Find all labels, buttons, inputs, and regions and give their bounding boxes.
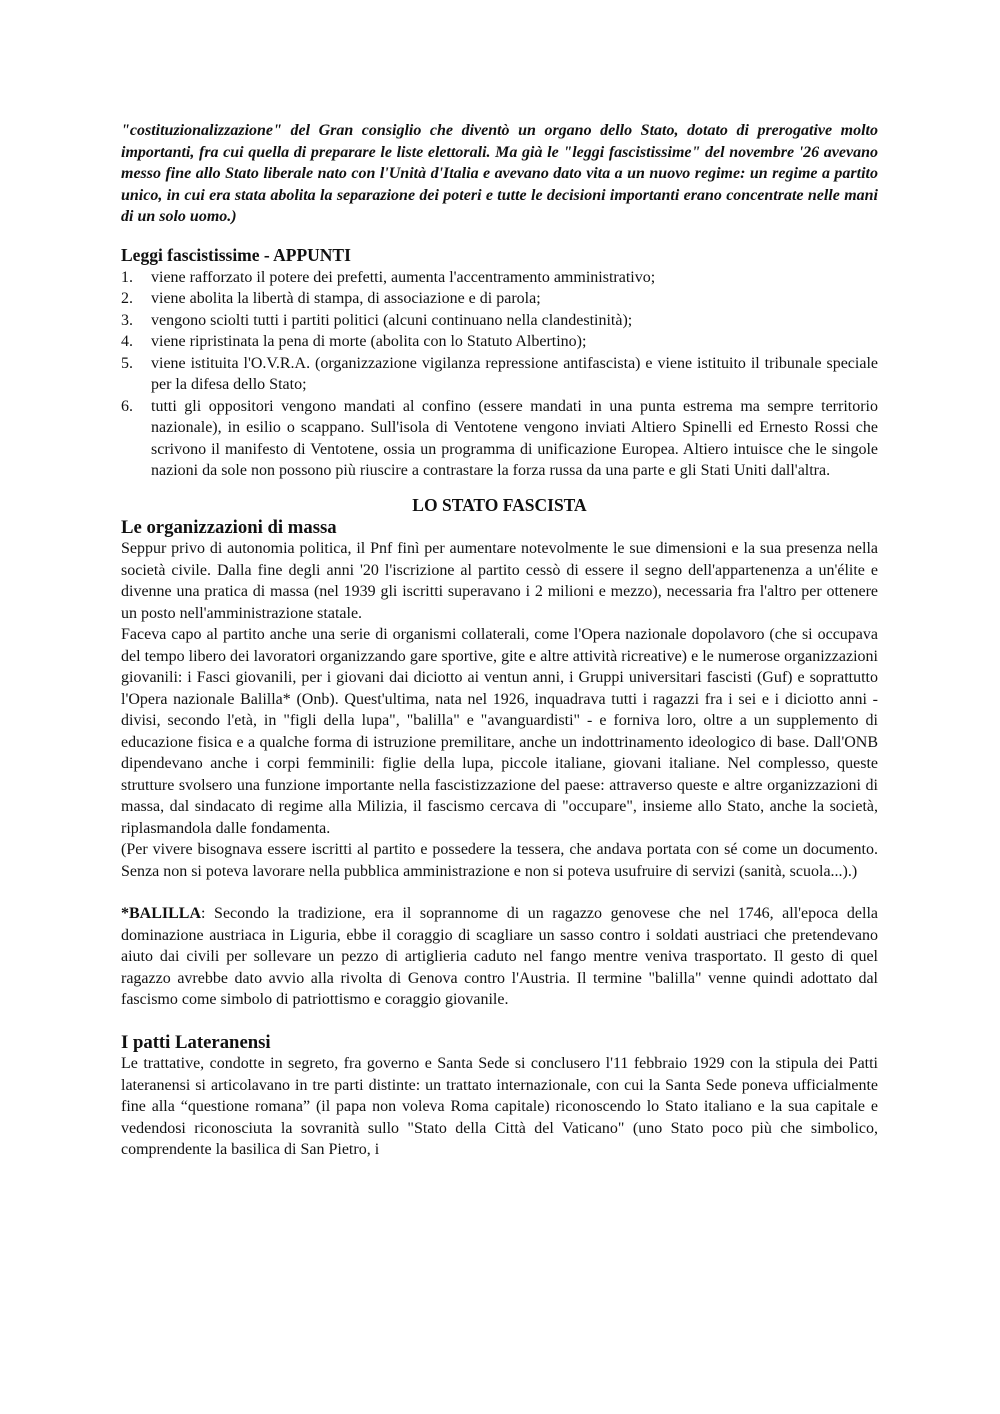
leggi-fascistissime-heading: Leggi fascistissime - APPUNTI xyxy=(121,244,351,265)
stato-fascista-title: LO STATO FASCISTA xyxy=(412,494,587,515)
list-item-number: 1. xyxy=(121,268,133,286)
list-item xyxy=(121,396,878,482)
list-item-number: 2. xyxy=(121,290,133,307)
patti-heading: I patti Lateranensi xyxy=(121,1031,271,1053)
leggi-list xyxy=(121,267,878,482)
list-item xyxy=(121,267,878,289)
list-item-text: vengono sciolti tutti i partiti politici (alcuni continuano nella clandestinità); xyxy=(151,311,633,329)
spacer xyxy=(121,1011,878,1032)
balilla-note xyxy=(121,903,878,1011)
list-item xyxy=(121,310,878,332)
organizzazioni-paragraph-1: Seppur privo di autonomia politica, il Pnf finì per aumentare notevolmente le sue dimensioni e la sua presenza nella società civile. Dalla fine degli anni '20 l'iscrizione al partito cessò di essere il segno dell'appartenenza a un'élite e divenne una pratica di massa (nel 1939 gli iscritti superavano i 2 milioni e mezzo), necessaria fra l'altro per ottenere un posto nell'amministrazione statale. xyxy=(121,540,878,622)
patti-paragraph: Le trattative, condotte in segreto, fra governo e Santa Sede si conclusero l'11 febbraio 1929 con la stipula dei Patti lateranensi si articolavano in tre parti distinte: un trattato internazionale, con cui la Santa Sede poneva ufficialmente fine alla “questione romana” (il papa non voleva Roma capitale) riconoscendo lo Stato italiano e la sua capitale e vedendosi riconosciuta la sovranità sullo "Stato della Città del Vaticano" (uno Stato poco più che simbolico, comprendente la basilica di San Pietro, i xyxy=(121,1055,878,1158)
organizzazioni-paragraph-3: (Per vivere bisognava essere iscritti al partito e possedere la tessera, che andava portata con sé come un documento. Senza non si poteva lavorare nella pubblica amministrazione e non si poteva usufruire di servizi (sanità, scuola...).) xyxy=(121,841,878,880)
list-item-number: 6. xyxy=(121,397,133,415)
list-item-text: tutti gli oppositori vengono mandati al confino (essere mandati in una punta estrema ma sempre territorio nazionale), in esilio o scappano. Sull'isola di Ventotene vengono inviati Altiero Spinelli ed Ernesto Rossi che scrivono il manifesto di Ventotene, ossia un programma di unificazione Europea. Altiero intuisce che le singole nazioni da sole non possono più riuscire a contrastare la forza russa da una parte e gli Stati Uniti dall'altra. xyxy=(151,397,878,479)
list-item-number: 3. xyxy=(121,311,133,329)
list-item-text: viene rafforzato il potere dei prefetti, aumenta l'accentramento amministrativo; xyxy=(151,268,656,286)
list-item-number: 4. xyxy=(121,333,133,350)
list-item-text: viene istituita l'O.V.R.A. (organizzazione vigilanza repressione antifascista) e viene istituito il tribunale speciale per la difesa dello Stato; xyxy=(151,354,878,393)
document-page xyxy=(121,120,878,1161)
list-item xyxy=(121,331,878,353)
intro-paragraph: "costituzionalizzazione" del Gran consiglio che diventò un organo dello Stato, dotato di prerogative molto importanti, fra cui quella di preparare le liste elettorali. Ma già le "leggi fascistissime" del novembre '26 avevano messo fine allo Stato liberale nato con l'Unità d'Italia e avevano dato vita a un nuovo regime: un regime a partito unico, in cui era stata abolita la separazione dei poteri e tutte le decisioni importanti erano concentrate nelle mani di un solo uomo.) xyxy=(121,122,878,225)
list-item-number: 5. xyxy=(121,354,133,372)
list-item xyxy=(121,353,878,396)
spacer xyxy=(121,882,878,903)
list-item xyxy=(121,288,878,310)
list-item-text: viene ripristinata la pena di morte (abolita con lo Statuto Albertino); xyxy=(151,333,587,350)
balilla-term: *BALILLA xyxy=(121,905,202,922)
list-item-text: viene abolita la libertà di stampa, di associazione e di parola; xyxy=(151,290,541,307)
balilla-text: : Secondo la tradizione, era il soprannome di un ragazzo genovese che nel 1746, all'epoca della dominazione austriaca in Liguria, ebbe il coraggio di scagliare un sasso contro i soldati austriaci che pretendevano aiuto dai civili per sollevare un pezzo di artiglieria caduto nel fango mentre veniva trasportato. Il gesto di quel ragazzo avrebbe dato avvio alla rivolta di Genova contro l'Austria. Il termine "balilla" venne quindi adottato dal fascismo come simbolo di patriottismo e coraggio giovanile. xyxy=(121,905,878,1008)
organizzazioni-paragraph-2: Faceva capo al partito anche una serie di organismi collaterali, come l'Opera nazionale dopolavoro (che si occupava del tempo libero dei lavoratori organizzando gare sportive, gite e altre attività ricreative) e le numerose organizzazioni giovanili: i Fasci giovanili, per i giovani dai diciotto ai ventun anni, i Gruppi universitari fascisti (Guf) e soprattutto l'Opera nazionale Balilla* (Onb). Quest'ultima, nata nel 1926, inquadrava tutti i ragazzi fra i sei e i diciotto anni - divisi, secondo l'età, in "figli della lupa", "balilla" e "avanguardisti" - e forniva loro, oltre a un supplemento di educazione fisica e a qualche forma di istruzione premilitare, anche un indottrinamento ideologico di base. Dall'ONB dipendevano anche i corpi femminili: figlie della lupa, piccole italiane, giovani italiane. Nel complesso, queste strutture svolsero una funzione importante nella fascistizzazione del paese: attraverso queste e altre organizzazioni di massa, dal sindacato di regime alla Milizia, il fascismo cercava di "occupare", insieme allo Stato, anche la società, riplasmandola dalle fondamenta. xyxy=(121,626,878,837)
organizzazioni-heading: Le organizzazioni di massa xyxy=(121,516,337,538)
